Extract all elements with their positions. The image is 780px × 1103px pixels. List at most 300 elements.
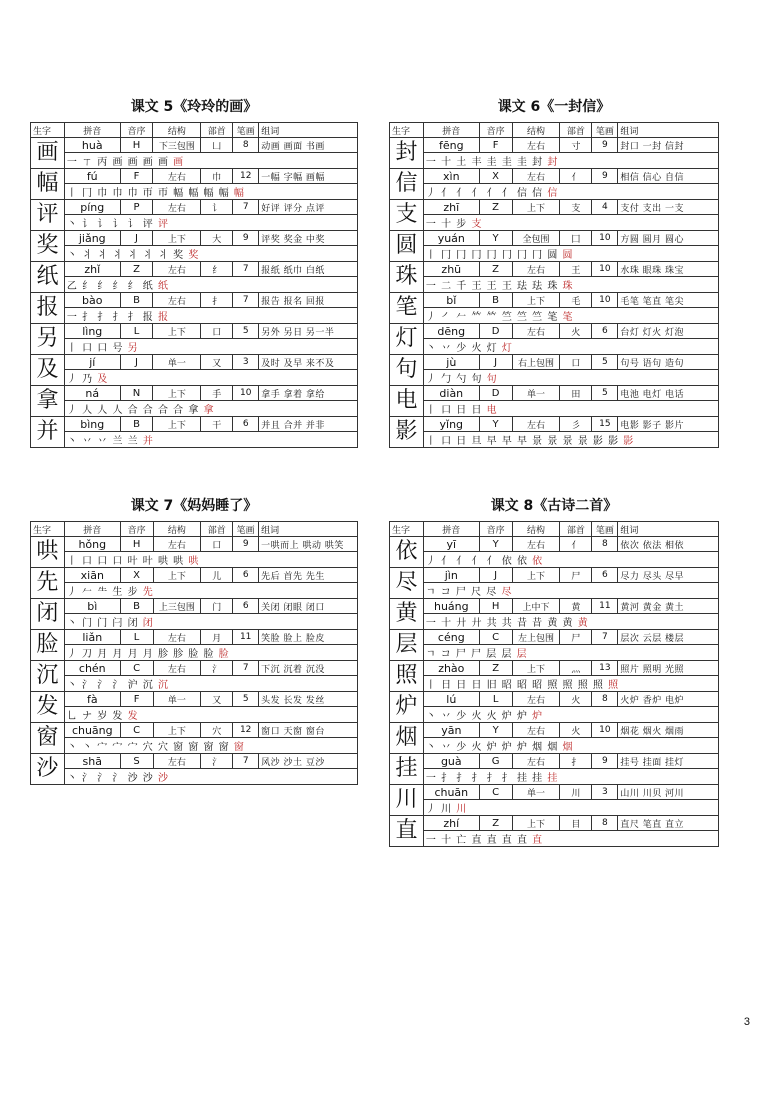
lesson-6-section xyxy=(389,98,719,458)
radical-cell: 囗 xyxy=(560,231,592,246)
index-cell: B xyxy=(120,599,153,614)
index-cell: N xyxy=(120,386,153,401)
stroke-order-row xyxy=(31,432,358,448)
radical-cell: 又 xyxy=(201,692,233,707)
structure-cell: 单一 xyxy=(512,785,560,800)
words-cell: 烟花 烟火 烟雨 xyxy=(618,723,719,738)
stroke-sequence: 丶 丶 宀 宀 宀 穴 穴 窗 窗 窗 窗 xyxy=(66,742,230,753)
structure-cell: 左右 xyxy=(153,630,201,645)
radical-cell: 手 xyxy=(201,386,233,401)
stroke-sequence: 一 扌 扌 扌 扌 报 xyxy=(66,312,154,323)
char-cell: 封 xyxy=(390,138,424,169)
pinyin-cell: bào xyxy=(64,293,120,308)
radical-cell: 扌 xyxy=(560,754,592,769)
char-cell: 层 xyxy=(390,630,424,661)
stroke-order-cell xyxy=(64,246,357,262)
table-row xyxy=(390,568,719,583)
stroke-order-cell xyxy=(64,769,357,785)
stroke-final: 炉 xyxy=(532,711,544,722)
structure-cell: 上下 xyxy=(512,661,560,676)
index-cell: S xyxy=(120,754,153,769)
radical-cell: 黄 xyxy=(560,599,592,614)
pinyin-cell: céng xyxy=(423,630,479,645)
stroke-count-cell: 10 xyxy=(592,723,618,738)
table-row xyxy=(390,599,719,614)
pinyin-cell: zhū xyxy=(423,262,479,277)
char-cell: 支 xyxy=(390,200,424,231)
stroke-order-row xyxy=(31,738,358,754)
stroke-final: 拿 xyxy=(203,405,215,416)
table-row xyxy=(390,231,719,246)
stroke-order-cell xyxy=(423,432,718,448)
stroke-final: 黄 xyxy=(577,618,589,629)
index-cell: Y xyxy=(479,417,512,432)
stroke-order-cell xyxy=(423,153,718,169)
stroke-order-cell xyxy=(423,645,718,661)
stroke-sequence: 乚 ナ 岁 发 xyxy=(66,711,124,722)
index-cell: B xyxy=(479,293,512,308)
table-row xyxy=(31,723,358,738)
structure-cell: 左右 xyxy=(512,169,560,184)
stroke-count-cell: 7 xyxy=(233,754,259,769)
words-cell: 动画 画面 书画 xyxy=(259,138,358,153)
table-row xyxy=(390,417,719,432)
words-cell: 黄河 黄金 黄土 xyxy=(618,599,719,614)
words-cell: 另外 另日 另一半 xyxy=(259,324,358,339)
index-cell: D xyxy=(479,324,512,339)
radical-cell: 火 xyxy=(560,324,592,339)
pinyin-cell: huà xyxy=(64,138,120,153)
stroke-sequence: 丿 勹 勺 句 xyxy=(425,374,483,385)
stroke-count-cell: 7 xyxy=(233,200,259,215)
char-cell: 沙 xyxy=(31,754,65,785)
stroke-order-row xyxy=(31,308,358,324)
words-cell: 照片 照明 光照 xyxy=(618,661,719,676)
stroke-sequence: 丶 丷 少 火 炉 炉 炉 烟 烟 xyxy=(425,742,559,753)
radical-cell: 门 xyxy=(201,599,233,614)
table-row xyxy=(31,630,358,645)
pinyin-cell: chuāng xyxy=(64,723,120,738)
stroke-order-row xyxy=(31,707,358,723)
stroke-order-cell xyxy=(423,738,718,754)
header-index: 音序 xyxy=(479,123,512,138)
structure-cell: 单一 xyxy=(153,355,201,370)
stroke-order-row xyxy=(31,583,358,599)
stroke-order-cell xyxy=(64,401,357,417)
pinyin-cell: yǐng xyxy=(423,417,479,432)
stroke-order-cell xyxy=(423,800,718,816)
char-cell: 沉 xyxy=(31,661,65,692)
stroke-count-cell: 5 xyxy=(592,355,618,370)
words-cell: 先后 首先 先生 xyxy=(259,568,358,583)
stroke-count-cell: 6 xyxy=(592,568,618,583)
words-cell: 依次 依法 相依 xyxy=(618,537,719,552)
stroke-final: 圆 xyxy=(562,250,574,261)
char-cell: 烟 xyxy=(390,723,424,754)
radical-cell: 凵 xyxy=(201,138,233,153)
index-cell: D xyxy=(479,386,512,401)
index-cell: B xyxy=(120,417,153,432)
stroke-final: 幅 xyxy=(233,188,245,199)
radical-cell: 大 xyxy=(201,231,233,246)
index-cell: C xyxy=(120,723,153,738)
stroke-sequence: 丶 丷 少 火 火 炉 炉 xyxy=(425,711,528,722)
pinyin-cell: huáng xyxy=(423,599,479,614)
stroke-order-cell xyxy=(64,552,357,568)
table-row xyxy=(31,692,358,707)
stroke-final: 发 xyxy=(127,711,139,722)
radical-cell: 亻 xyxy=(560,537,592,552)
index-cell: B xyxy=(120,293,153,308)
char-cell: 尽 xyxy=(390,568,424,599)
structure-cell: 上中下 xyxy=(512,599,560,614)
pinyin-cell: ná xyxy=(64,386,120,401)
stroke-final: 报 xyxy=(158,312,169,323)
structure-cell: 上下 xyxy=(153,417,201,432)
table-row xyxy=(31,200,358,215)
vocab-table xyxy=(30,521,358,785)
words-cell: 评奖 奖金 中奖 xyxy=(259,231,358,246)
header-pinyin: 拼音 xyxy=(423,522,479,537)
vocab-table xyxy=(30,122,358,448)
char-cell: 奖 xyxy=(31,231,65,262)
pinyin-cell: jiǎng xyxy=(64,231,120,246)
pinyin-cell: jìn xyxy=(423,568,479,583)
stroke-final: 直 xyxy=(532,835,544,846)
stroke-final: 挂 xyxy=(547,773,559,784)
header-pinyin: 拼音 xyxy=(64,522,120,537)
pinyin-cell: fú xyxy=(64,169,120,184)
stroke-sequence: 丨 口 口 口 叶 叶 哄 哄 xyxy=(66,556,185,567)
stroke-order-row xyxy=(390,153,719,169)
stroke-count-cell: 9 xyxy=(233,537,259,552)
table-row xyxy=(390,723,719,738)
header-words: 组词 xyxy=(618,522,719,537)
index-cell: Z xyxy=(479,816,512,831)
words-cell: 尽力 尽头 尽早 xyxy=(618,568,719,583)
stroke-sequence: 丶 丷 少 火 灯 xyxy=(425,343,498,354)
radical-cell: 氵 xyxy=(201,754,233,769)
stroke-final: 并 xyxy=(142,436,154,447)
pinyin-cell: píng xyxy=(64,200,120,215)
header-radical: 部首 xyxy=(560,123,592,138)
table-header-row xyxy=(31,123,358,138)
header-pinyin: 拼音 xyxy=(64,123,120,138)
stroke-order-cell xyxy=(423,308,718,324)
stroke-order-cell xyxy=(64,738,357,754)
stroke-count-cell: 6 xyxy=(233,599,259,614)
header-structure: 结构 xyxy=(512,123,560,138)
words-cell: 方圆 圆月 圆心 xyxy=(618,231,719,246)
char-cell: 哄 xyxy=(31,537,65,568)
stroke-final: 层 xyxy=(516,649,528,660)
structure-cell: 全包围 xyxy=(512,231,560,246)
stroke-order-row xyxy=(390,370,719,386)
structure-cell: 左右 xyxy=(153,661,201,676)
table-header-row xyxy=(390,123,719,138)
stroke-sequence: 丶 丷 丷 兰 兰 xyxy=(66,436,139,447)
char-cell: 评 xyxy=(31,200,65,231)
stroke-order-row xyxy=(390,738,719,754)
table-row xyxy=(31,386,358,401)
stroke-sequence: 丨 口 日 旦 早 早 早 景 景 景 景 影 影 xyxy=(425,436,620,447)
stroke-sequence: 丨 冂 冂 冂 冂 冂 冂 冂 圆 xyxy=(425,250,559,261)
pinyin-cell: shā xyxy=(64,754,120,769)
stroke-final: 支 xyxy=(471,219,483,230)
pinyin-cell: lú xyxy=(423,692,479,707)
stroke-order-cell xyxy=(423,339,718,355)
pinyin-cell: yuán xyxy=(423,231,479,246)
char-cell: 幅 xyxy=(31,169,65,200)
stroke-count-cell: 10 xyxy=(592,293,618,308)
radical-cell: 彡 xyxy=(560,417,592,432)
index-cell: Z xyxy=(120,262,153,277)
char-cell: 珠 xyxy=(390,262,424,293)
stroke-order-cell xyxy=(64,707,357,723)
stroke-sequence: 丶 丬 丬 丬 丬 丬 丬 奖 xyxy=(66,250,185,261)
radical-cell: 儿 xyxy=(201,568,233,583)
stroke-count-cell: 6 xyxy=(233,417,259,432)
stroke-count-cell: 8 xyxy=(592,692,618,707)
words-cell: 拿手 拿着 拿给 xyxy=(259,386,358,401)
pinyin-cell: xìn xyxy=(423,169,479,184)
stroke-sequence: 丨 日 日 日 旧 昭 昭 昭 照 照 照 照 xyxy=(425,680,604,691)
stroke-count-cell: 8 xyxy=(592,537,618,552)
words-cell: 好评 评分 点评 xyxy=(259,200,358,215)
char-cell: 拿 xyxy=(31,386,65,417)
lesson-title: 课文 5《玲玲的画》 xyxy=(130,99,258,115)
stroke-final: 脸 xyxy=(218,649,230,660)
char-cell: 川 xyxy=(390,785,424,816)
char-cell: 挂 xyxy=(390,754,424,785)
table-row xyxy=(390,169,719,184)
char-cell: 电 xyxy=(390,386,424,417)
header-char: 生字 xyxy=(31,123,65,138)
table-row xyxy=(390,692,719,707)
stroke-order-row xyxy=(390,707,719,723)
stroke-order-cell xyxy=(423,676,718,692)
stroke-order-cell xyxy=(423,707,718,723)
index-cell: Y xyxy=(479,537,512,552)
table-row xyxy=(390,355,719,370)
pinyin-cell: zhǐ xyxy=(64,262,120,277)
stroke-order-cell xyxy=(423,614,718,630)
stroke-order-row xyxy=(31,215,358,231)
pinyin-cell: zhí xyxy=(423,816,479,831)
stroke-final: 尽 xyxy=(501,587,513,598)
structure-cell: 单一 xyxy=(512,386,560,401)
stroke-count-cell: 13 xyxy=(592,661,618,676)
words-cell: 直尺 笔直 直立 xyxy=(618,816,719,831)
stroke-order-cell xyxy=(64,153,357,169)
words-cell: 下沉 沉着 沉没 xyxy=(259,661,358,676)
stroke-sequence: 一 ㄒ 丙 画 画 画 画 xyxy=(66,157,169,168)
words-cell: 电影 影子 影片 xyxy=(618,417,719,432)
table-row xyxy=(390,200,719,215)
words-cell: 并且 合并 并非 xyxy=(259,417,358,432)
stroke-order-row xyxy=(390,831,719,847)
pinyin-cell: zhào xyxy=(423,661,479,676)
structure-cell: 左右 xyxy=(512,324,560,339)
stroke-sequence: 丨 冂 巾 巾 巾 帀 帀 幅 幅 幅 幅 xyxy=(66,188,230,199)
radical-cell: 田 xyxy=(560,386,592,401)
stroke-order-row xyxy=(31,645,358,661)
index-cell: F xyxy=(120,169,153,184)
stroke-final: 笔 xyxy=(562,312,574,323)
stroke-sequence: 丿 亻 亻 亻 亻 亻 信 信 xyxy=(425,188,544,199)
structure-cell: 左右 xyxy=(512,262,560,277)
lesson-title: 课文 8《古诗二首》 xyxy=(490,498,618,514)
structure-cell: 左右 xyxy=(153,200,201,215)
stroke-final: 珠 xyxy=(562,281,574,292)
stroke-final: 哄 xyxy=(188,556,200,567)
pinyin-cell: chuān xyxy=(423,785,479,800)
stroke-final: 奖 xyxy=(188,250,200,261)
words-cell: 及时 及早 来不及 xyxy=(259,355,358,370)
table-row xyxy=(31,568,358,583)
radical-cell: 寸 xyxy=(560,138,592,153)
pinyin-cell: hǒng xyxy=(64,537,120,552)
table-row xyxy=(390,661,719,676)
char-cell: 脸 xyxy=(31,630,65,661)
stroke-count-cell: 5 xyxy=(592,386,618,401)
header-char: 生字 xyxy=(31,522,65,537)
words-cell: 笑脸 脸上 脸皮 xyxy=(259,630,358,645)
stroke-final: 灯 xyxy=(501,343,513,354)
words-cell: 一哄而上 哄动 哄笑 xyxy=(259,537,358,552)
index-cell: Z xyxy=(479,262,512,277)
table-row xyxy=(390,138,719,153)
stroke-order-row xyxy=(390,339,719,355)
stroke-order-row xyxy=(31,184,358,200)
stroke-order-row xyxy=(31,370,358,386)
char-cell: 并 xyxy=(31,417,65,448)
structure-cell: 上下 xyxy=(153,568,201,583)
words-cell: 相信 信心 自信 xyxy=(618,169,719,184)
stroke-count-cell: 7 xyxy=(233,661,259,676)
stroke-sequence: 丿 川 xyxy=(425,804,453,815)
words-cell: 头发 长发 发丝 xyxy=(259,692,358,707)
radical-cell: 巾 xyxy=(201,169,233,184)
char-cell: 先 xyxy=(31,568,65,599)
pinyin-cell: jù xyxy=(423,355,479,370)
table-row xyxy=(390,386,719,401)
stroke-count-cell: 9 xyxy=(592,169,618,184)
table-row xyxy=(390,537,719,552)
header-structure: 结构 xyxy=(153,123,201,138)
page-number: 3 xyxy=(743,1016,750,1028)
stroke-sequence: 一 十 土 丰 圭 圭 圭 封 xyxy=(425,157,544,168)
char-cell: 依 xyxy=(390,537,424,568)
char-cell: 黄 xyxy=(390,599,424,630)
header-strokes: 笔画 xyxy=(592,123,618,138)
stroke-order-row xyxy=(31,552,358,568)
pinyin-cell: fà xyxy=(64,692,120,707)
stroke-order-cell xyxy=(64,645,357,661)
lesson-8-section xyxy=(389,497,719,857)
stroke-count-cell: 7 xyxy=(592,630,618,645)
stroke-order-row xyxy=(31,614,358,630)
radical-cell: 穴 xyxy=(201,723,233,738)
radical-cell: 目 xyxy=(560,816,592,831)
table-header-row xyxy=(31,522,358,537)
structure-cell: 左右 xyxy=(153,293,201,308)
structure-cell: 左右 xyxy=(153,262,201,277)
stroke-count-cell: 6 xyxy=(233,568,259,583)
radical-cell: 纟 xyxy=(201,262,233,277)
structure-cell: 左右 xyxy=(512,138,560,153)
radical-cell: 口 xyxy=(201,324,233,339)
index-cell: P xyxy=(120,200,153,215)
stroke-order-row xyxy=(390,676,719,692)
radical-cell: 川 xyxy=(560,785,592,800)
stroke-order-cell xyxy=(64,614,357,630)
radical-cell: 又 xyxy=(201,355,233,370)
stroke-sequence: 丶 氵 氵 氵 沙 沙 xyxy=(66,773,154,784)
stroke-count-cell: 11 xyxy=(233,630,259,645)
stroke-sequence: 丶 讠 讠 讠 讠 评 xyxy=(66,219,154,230)
structure-cell: 上下 xyxy=(153,231,201,246)
stroke-sequence: 丨 口 日 日 xyxy=(425,405,483,416)
stroke-order-row xyxy=(390,246,719,262)
radical-cell: 灬 xyxy=(560,661,592,676)
index-cell: F xyxy=(120,692,153,707)
pinyin-cell: chén xyxy=(64,661,120,676)
table-row xyxy=(31,599,358,614)
stroke-count-cell: 9 xyxy=(592,138,618,153)
stroke-order-cell xyxy=(423,769,718,785)
stroke-count-cell: 5 xyxy=(233,324,259,339)
stroke-final: 另 xyxy=(127,343,139,354)
stroke-count-cell: 9 xyxy=(592,754,618,769)
radical-cell: 尸 xyxy=(560,630,592,645)
char-cell: 画 xyxy=(31,138,65,169)
stroke-order-row xyxy=(390,769,719,785)
structure-cell: 左右 xyxy=(512,754,560,769)
stroke-order-cell xyxy=(423,215,718,231)
table-row xyxy=(390,785,719,800)
stroke-order-cell xyxy=(64,432,357,448)
stroke-count-cell: 6 xyxy=(592,324,618,339)
structure-cell: 左右 xyxy=(512,723,560,738)
lesson-title: 课文 7《妈妈睡了》 xyxy=(130,498,258,514)
stroke-order-row xyxy=(31,277,358,293)
index-cell: Z xyxy=(479,661,512,676)
stroke-sequence: ㄱ コ 尸 尸 层 层 xyxy=(425,649,513,660)
stroke-order-cell xyxy=(64,676,357,692)
index-cell: H xyxy=(120,138,153,153)
words-cell: 支付 支出 一支 xyxy=(618,200,719,215)
words-cell: 一幅 字幅 画幅 xyxy=(259,169,358,184)
words-cell: 火炉 香炉 电炉 xyxy=(618,692,719,707)
header-index: 音序 xyxy=(120,522,153,537)
pinyin-cell: dēng xyxy=(423,324,479,339)
char-cell: 句 xyxy=(390,355,424,386)
radical-cell: 支 xyxy=(560,200,592,215)
char-cell: 及 xyxy=(31,355,65,386)
radical-cell: 火 xyxy=(560,723,592,738)
stroke-sequence: ㄱ コ 尸 尺 尽 xyxy=(425,587,498,598)
stroke-order-row xyxy=(390,800,719,816)
stroke-order-cell xyxy=(64,583,357,599)
stroke-sequence: 一 十 步 xyxy=(425,219,468,230)
pinyin-cell: yī xyxy=(423,537,479,552)
stroke-count-cell: 15 xyxy=(592,417,618,432)
structure-cell: 左右 xyxy=(153,169,201,184)
stroke-order-cell xyxy=(423,184,718,200)
stroke-order-row xyxy=(390,308,719,324)
stroke-final: 先 xyxy=(142,587,154,598)
